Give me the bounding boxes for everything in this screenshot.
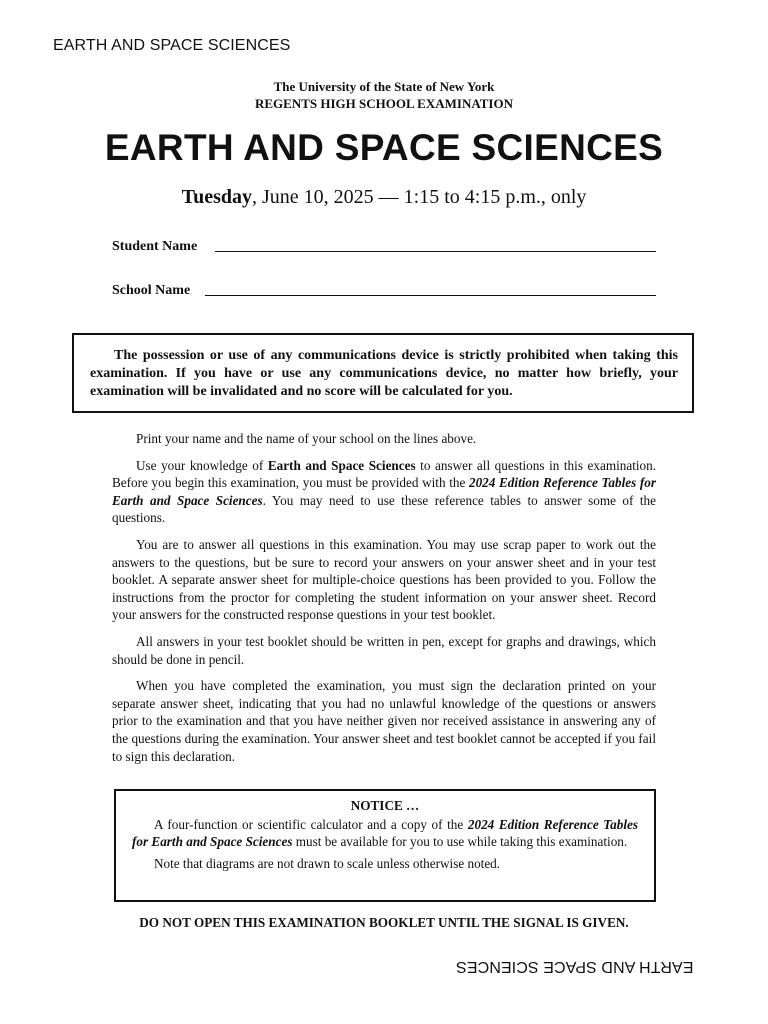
exam-type: REGENTS HIGH SCHOOL EXAMINATION (254, 96, 513, 111)
instruction-paragraph: You are to answer all questions in this examination. You may use scrap paper to work out the answers to the questions, but be sure to record your answers on your answer sheet and in your test booklet. A separate answer sheet for multiple-choice questions has been provided to you. Follow the instructions from the proctor for completing the student information on your answer sheet. Record your answers for the constructed response questions in your test booklet. (112, 536, 656, 623)
do-not-open-warning: DO NOT OPEN THIS EXAMINATION BOOKLET UNTIL THE SIGNAL IS GIVEN. (139, 915, 629, 930)
device-warning-box (72, 333, 694, 413)
notice-paragraph: Note that diagrams are not drawn to scale unless otherwise noted. (154, 855, 501, 871)
instruction-paragraph: Use your knowledge of Earth and Space Sciences to answer all questions in this examination. Before you begin this examination, you must be provided with the 2024 Edition Reference Tables for Earth and Space Sciences. You may need to use these reference tables to answer some of the questions. (112, 457, 657, 526)
school-name-field[interactable] (205, 295, 656, 296)
exam-date (0, 186, 768, 209)
school-name-label: School Name (112, 283, 191, 298)
student-name-label: Student Name (112, 239, 198, 254)
device-warning-text: The possession or use of any communications device is strictly prohibited when taking this examination. If you have or use any communications device, no matter how briefly, your examination will be invalidated and no score will be calculated for you. (90, 348, 678, 399)
notice-title: NOTICE … (350, 798, 420, 813)
notice-box (114, 789, 656, 902)
exam-day: Tuesday (181, 186, 252, 208)
corner-label-bottom-inverted: EARTH AND SPACE SCIENCES (456, 958, 694, 975)
page-title: EARTH AND SPACE SCIENCES (104, 127, 664, 168)
corner-label-top: EARTH AND SPACE SCIENCES (53, 37, 291, 54)
university-name: The University of the State of New York (273, 79, 495, 94)
instruction-paragraph: All answers in your test booklet should be written in pen, except for graphs and drawings, which should be done in pencil. (112, 633, 656, 667)
instruction-paragraph: When you have completed the examination, you must sign the declaration printed on your separate answer sheet, indicating that you had no unlawful knowledge of the questions or answers prior to the examination and that you have neither given nor received assistance in answering any of the questions during the examination. Your answer sheet and test booklet cannot be accepted if you fail to sign this declaration. (112, 678, 656, 764)
student-name-field[interactable] (215, 251, 656, 252)
instruction-paragraph: Print your name and the name of your school on the lines above. (136, 431, 477, 446)
notice-paragraph: A four-function or scientific calculator and a copy of the 2024 Edition Reference Tables for Earth and Space Sciences must be available for you to use while taking this examination. (132, 816, 638, 850)
instructions (112, 430, 656, 774)
exam-date-rest: , June 10, 2025 — 1:15 to 4:15 p.m., only (251, 186, 587, 208)
